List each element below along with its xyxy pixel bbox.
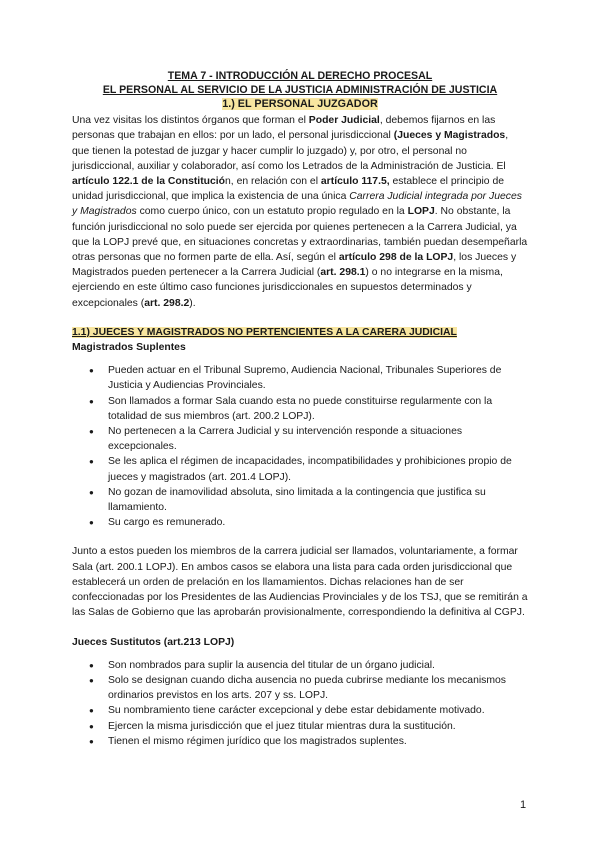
intro-text-2: , debemos fijarnos en las personas que trabajan en ellos: por un lado, el personal jurisdiccional — [72, 115, 496, 142]
intro-bold-jueces: (Jueces y Magistrados — [393, 130, 506, 142]
list-item: ● Se les aplica el régimen de incapacidades, incompatibilidades y prohibiciones propio de jueces y magistrados (art. 201.4 LOPJ). — [72, 454, 528, 484]
section-1-1-heading: 1.1) JUECES Y MAGISTRADOS NO PERTENCIENTES A LA CARERA JUDICIAL — [72, 326, 457, 338]
list-item: ● Tienen el mismo régimen jurídico que los magistrados suplentes. — [72, 734, 528, 749]
section-1-1-heading-row — [72, 325, 528, 340]
intro-bold-lopj: LOPJ — [407, 206, 435, 218]
section-1-heading-row — [72, 97, 528, 112]
intro-text-10: ). — [189, 297, 196, 309]
intro-paragraph — [72, 113, 528, 311]
magistrados-suplentes-heading: Magistrados Suplentes — [72, 342, 186, 354]
document-page — [72, 70, 528, 749]
list-item: ● Son nombrados para suplir la ausencia del titular de un órgano judicial. — [72, 658, 528, 673]
section-1-heading: 1.) EL PERSONAL JUZGADOR — [222, 98, 378, 110]
intro-text-8: , los Jueces y Magistrados pueden pertenecer a la Carrera Judicial ( — [72, 252, 517, 279]
list-item: ● No pertenecen a la Carrera Judicial y su intervención responde a situaciones excepcionales. — [72, 424, 528, 454]
list-item: ● Solo se designan cuando dicha ausencia no pueda cubrirse mediante los mecanismos ordinarios previstos en los arts. 207 y ss. LOPJ. — [72, 673, 528, 703]
intro-text-3: , que tienen la potestad de juzgar y hacer cumplir lo juzgado) y, por otro, el personal no jurisdiccional, auxiliar y colaborador, así como los Letrados de la Administración de Justicia. El — [72, 130, 509, 172]
intro-bold-art-298-1: art. 298.1 — [320, 267, 366, 279]
list-item: ● Su nombramiento tiene carácter excepcional y debe estar debidamente motivado. — [72, 703, 528, 718]
prelacion-paragraph: Junto a estos pueden los miembros de la carrera judicial ser llamados, voluntariamente, a formar Sala (art. 200.1 LOPJ). En ambos casos se elabora una lista para cada orden jurisdiccional que establecerá un orden de prelación en los llamamientos. Dichas relaciones han de ser confeccionadas por los Presidentes de las Audiencias Provinciales y de los TSJ, que se remitirán a las Salas de Gobierno que las aprobarán provisionalmente, correspondiendo la definitiva al CGPJ. — [72, 546, 528, 619]
intro-text-1: Una vez visitas los distintos órganos que forman el — [72, 115, 309, 127]
list-item: ● Son llamados a formar Sala cuando esta no puede constituirse regularmente con la totalidad de sus miembros (art. 200.2 LOPJ). — [72, 394, 528, 424]
list-item: ● Ejercen la misma jurisdicción que el juez titular mientras dura la sustitución. — [72, 719, 528, 734]
suplentes-list — [72, 363, 528, 530]
intro-italic-carrera: Carrera Judicial integrada por Jueces y Magistrados — [72, 191, 522, 218]
intro-text-6: como cuerpo único, con un estatuto propio regulado en la — [136, 206, 408, 218]
intro-text-7: . No obstante, la función jurisdiccional no solo puede ser ejercida por quienes pertenecen a la Carrera Judicial, ya que la LOPJ prevé que, en situaciones concretas y extraordinarias, también puedan desempeñarla otras personas que no formen parte de ella. Así, según el — [72, 206, 528, 264]
document-subtitle: EL PERSONAL AL SERVICIO DE LA JUSTICIA ADMINISTRACIÓN DE JUSTICIA — [102, 83, 498, 96]
tema-title: TEMA 7 - INTRODUCCIÓN AL DERECHO PROCESAL — [167, 70, 433, 82]
intro-bold-poder-judicial: Poder Judicial — [308, 115, 380, 127]
intro-bold-art-298-2: art. 298.2 — [144, 297, 190, 309]
list-item: ● Su cargo es remunerado. — [72, 515, 528, 530]
intro-text-5: establece el principio de unidad jurisdiccional, que implica la existencia de una única — [72, 176, 505, 203]
intro-bold-art-117: artículo 117.5, — [320, 176, 390, 188]
intro-text-4: n, en relación con el — [225, 176, 321, 188]
sustitutos-list — [72, 658, 528, 749]
intro-bold-art-298: artículo 298 de la LOPJ — [338, 252, 454, 264]
list-item: ● No gozan de inamovilidad absoluta, sino limitada a la contingencia que justifica su llamamiento. — [72, 485, 528, 515]
list-item: ● Pueden actuar en el Tribunal Supremo, Audiencia Nacional, Tribunales Superiores de Justicia y Audiencias Provinciales. — [72, 363, 528, 393]
page-number: 1 — [520, 799, 527, 811]
intro-bold-art-122: artículo 122.1 de la Constitució — [72, 176, 226, 188]
intro-text-9: ) o no integrarse en la misma, ejerciendo en este último caso funciones jurisdiccionales en supuestos determinados y excepcionales ( — [72, 267, 503, 309]
jueces-sustitutos-heading: Jueces Sustitutos (art.213 LOPJ) — [72, 636, 235, 648]
